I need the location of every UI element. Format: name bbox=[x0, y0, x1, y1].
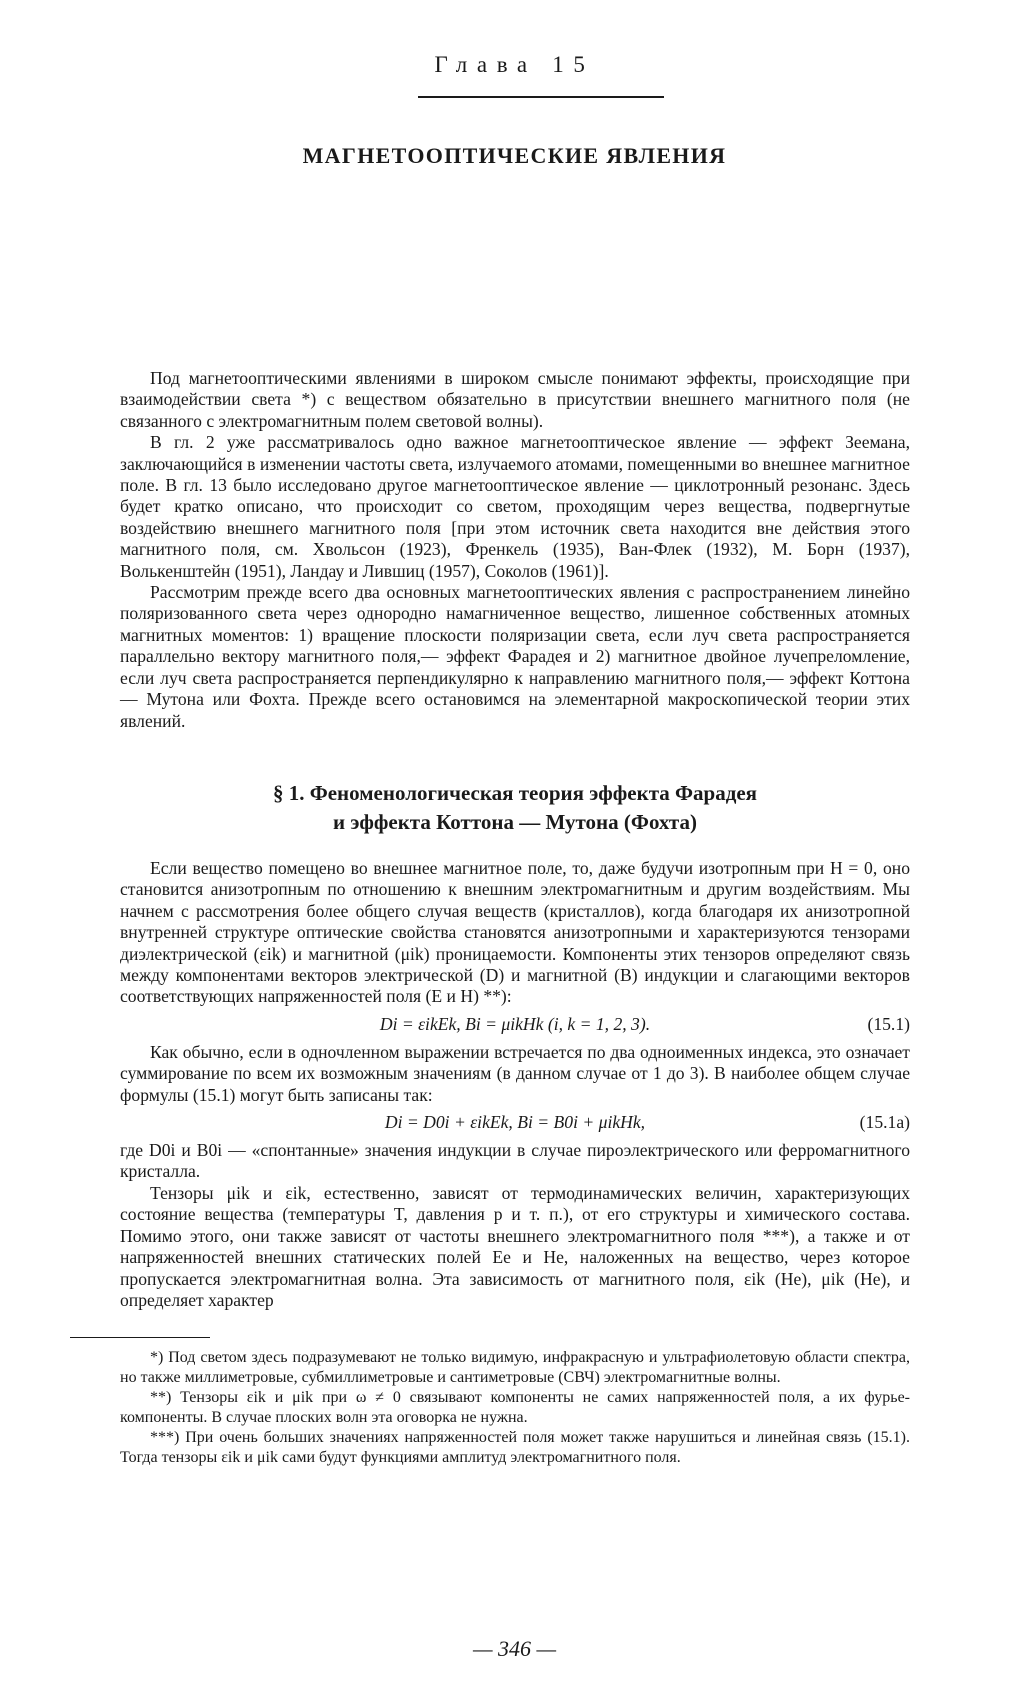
section-heading-line-1: § 1. Феноменологическая теория эффекта Фарадея bbox=[272, 781, 758, 805]
formula-15-1a bbox=[120, 1106, 910, 1140]
formula-15-1 bbox=[120, 1008, 910, 1042]
chapter-rule bbox=[418, 96, 664, 98]
section-heading bbox=[120, 779, 910, 837]
formula-15-1-expression: Di = εikEk, Bi = μikHk (i, k = 1, 2, 3). bbox=[379, 1013, 651, 1034]
footnote-2: **) Тензоры εik и μik при ω ≠ 0 связывают компоненты не самих напряженностей поля, а их фурье-компоненты. В случае плоских волн эта оговорка не нужна. bbox=[120, 1389, 910, 1427]
section-1-text bbox=[120, 858, 910, 1468]
formula-15-1a-number: (15.1a) bbox=[859, 1112, 910, 1133]
chapter-label: Глава 15 bbox=[434, 52, 595, 77]
section-paragraph-2: Как обычно, если в одночленном выражении встречается по два одноименных индекса, это означает суммирование по всем их возможным значениям (в данном случае от 1 до 3). В наиболее общем случае формулы (15.1) могут быть записаны так: bbox=[120, 1041, 910, 1105]
footnotes bbox=[120, 1348, 910, 1468]
chapter-title: МАГНЕТООПТИЧЕСКИЕ ЯВЛЕНИЯ bbox=[302, 143, 727, 168]
intro-paragraph-3: Рассмотрим прежде всего два основных магнетооптических явления с распространением линейно поляризованного света через однородно намагниченное вещество, лишенное собственных атомных магнитных моментов: 1) вращение плоскости поляризации света, если луч света распространяется параллельно вектору магнитного поля,— эффект Фарадея и 2) магнитное двойное лучепреломление, если луч света распространяется перпендикулярно к направлению магнитного поля,— эффект Коттона — Мутона или Фохта. Прежде всего остановимся на элементарной макроскопической теории этих явлений. bbox=[120, 582, 910, 731]
formula-15-1a-expression: Di = D0i + εikEk, Bi = B0i + μikHk, bbox=[384, 1112, 646, 1133]
section-paragraph-4: Тензоры μik и εik, естественно, зависят от термодинамических величин, характеризующих состояние вещества (температуры T, давления p и т. п.), от его структуры и химического состава. Помимо этого, они также зависят от частоты внешнего электромагнитного поля ***), а также и от напряженностей внешних статических полей Ee и He, наложенных на вещество, через которое пропускается электромагнитная волна. Эта зависимость от магнитного поля, εik (He), μik (He), и определяет характер bbox=[120, 1182, 910, 1310]
footnote-rule bbox=[70, 1337, 210, 1338]
formula-15-1-number: (15.1) bbox=[867, 1013, 910, 1034]
footnote-1: *) Под светом здесь подразумевают не только видимую, инфракрасную и ультрафиолетовую области спектра, но также миллиметровые, субмиллиметровые и сантиметровые (СВЧ) электромагнитные волны. bbox=[120, 1349, 910, 1387]
intro-text bbox=[120, 368, 910, 732]
section-paragraph-3: где D0i и B0i — «спонтанные» значения индукции в случае пироэлектрического или ферромагнитного кристалла. bbox=[120, 1140, 910, 1182]
intro-paragraph-1: Под магнетооптическими явлениями в широком смысле понимают эффекты, происходящие при взаимодействии света *) с веществом обязательно в присутствии внешнего магнитного поля (не связанного с электромагнитным полем световой волны). bbox=[120, 368, 910, 431]
intro-paragraph-2: В гл. 2 уже рассматривалось одно важное магнетооптическое явление — эффект Зеемана, заключающийся в изменении частоты света, излучаемого атомами, помещенными во внешнее магнитное поле. В гл. 13 было исследовано другое магнетооптическое явление — циклотронный резонанс. Здесь будет кратко описано, что происходит со светом, проходящим через вещества, подвергнутые воздействию внешнего магнитного поля [при этом источник света находится вне действия этого магнитного поля, см. Хвольсон (1923), Френкель (1935), Ван-Флек (1932), М. Борн (1937), Волькенштейн (1951), Ландау и Лившиц (1957), Соколов (1961)]. bbox=[120, 432, 910, 581]
section-heading-line-2: и эффекта Коттона — Мутона (Фохта) bbox=[333, 810, 697, 834]
section-paragraph-1: Если вещество помещено во внешнее магнитное поле, то, даже будучи изотропным при H = 0, оно становится анизотропным по отношению к внешним электромагнитным и другим воздействиям. Мы начнем с рассмотрения более общего случая веществ (кристаллов), когда благодаря их анизотропной внутренней структуре оптические свойства становятся анизотропными и характеризуются тензорами диэлектрической (εik) и магнитной (μik) проницаемости. Компоненты этих тензоров определяют связь между компонентами векторов электрической (D) и магнитной (B) индукции и слагающими векторов соответствующих напряженностей поля (E и H) **): bbox=[120, 858, 910, 1007]
footnote-3: ***) При очень больших значениях напряженностей поля может также нарушиться и линейная связь (15.1). Тогда тензоры εik и μik сами будут функциями амплитуд электромагнитного поля. bbox=[120, 1429, 910, 1467]
page-number: — 346 — bbox=[472, 1636, 557, 1661]
